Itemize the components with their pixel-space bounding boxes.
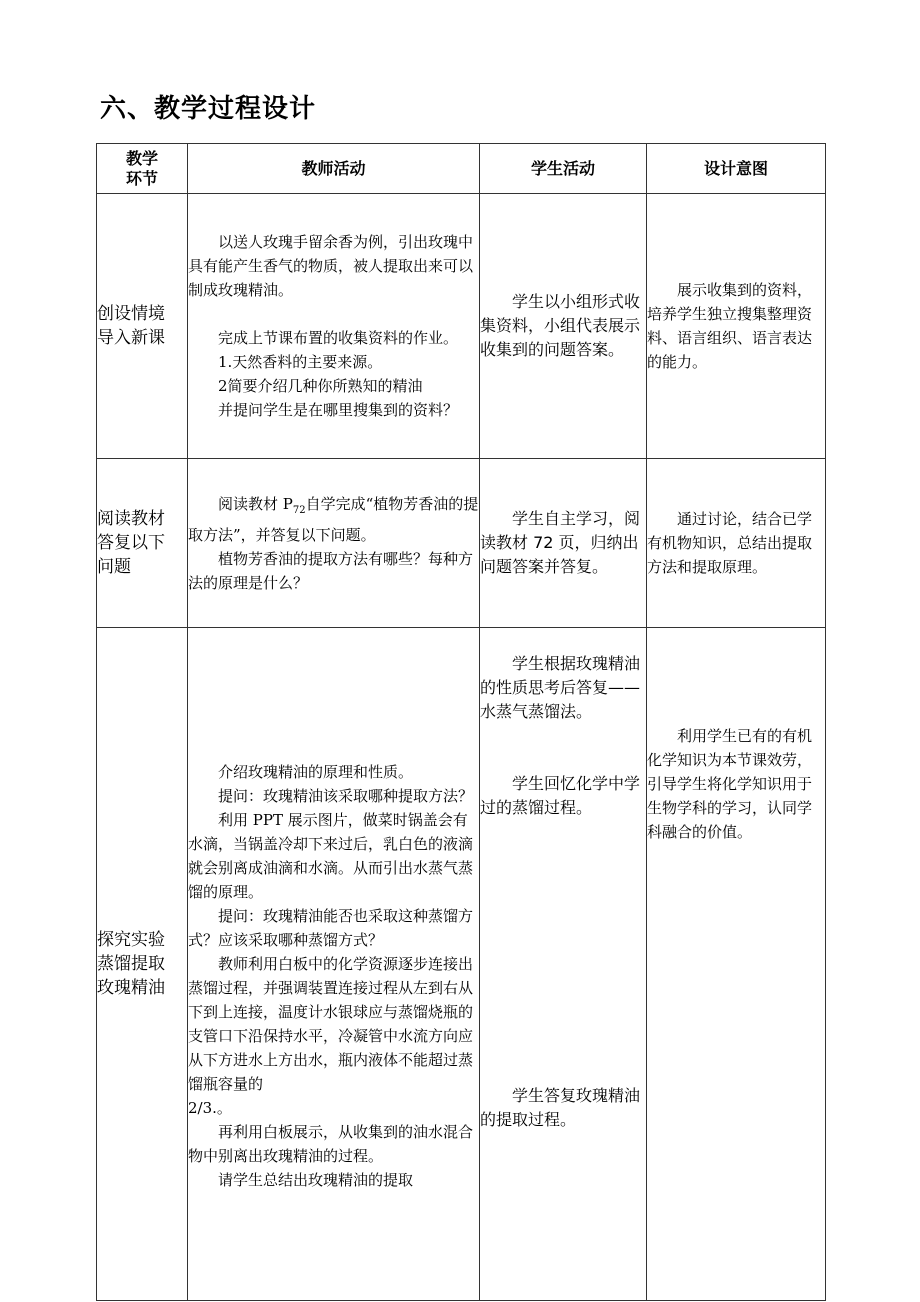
page-subscript: 72	[292, 504, 306, 516]
teacher-paragraph	[188, 492, 479, 547]
student-paragraph: 学生以小组形式收集资料，小组代表展示收集到的问题答案。	[480, 292, 641, 359]
teacher-paragraph: 教师利用白板中的化学资源逐步连接出蒸馏过程，并强调装置连接过程从左到右从下到上连接，温度计水银球应与蒸馏烧瓶的支管口下沿保持水平，冷凝管中水流方向应从下方进水上方出水，瓶内液体不能超过蒸馏瓶容量的	[188, 955, 474, 1093]
stage-line: 创设情境	[97, 304, 165, 324]
table-row	[97, 459, 826, 628]
header-stage-line2: 环节	[125, 168, 158, 188]
teacher-paragraph: 请学生总结出玫瑰精油的提取	[218, 1171, 414, 1189]
stage-line: 问题	[97, 557, 131, 577]
teacher-activity-cell	[188, 628, 480, 1301]
student-activity-cell	[480, 194, 647, 459]
stage-cell	[97, 459, 188, 628]
design-intent-cell	[647, 194, 826, 459]
teacher-paragraph: 2简要介绍几种你所熟知的精油	[218, 377, 423, 395]
teacher-text: 阅读教材 P	[218, 494, 293, 513]
teacher-paragraph: 2/3.。	[188, 1099, 232, 1117]
header-teacher: 教师活动	[188, 144, 480, 194]
header-student: 学生活动	[480, 144, 647, 194]
student-activity-cell	[480, 459, 647, 628]
student-paragraph: 学生答复玫瑰精油的提取过程。	[480, 1086, 641, 1129]
stage-line: 导入新课	[97, 328, 165, 348]
teacher-paragraph: 并提问学生是在哪里搜集到的资料？	[218, 401, 459, 419]
section-title: 六、教学过程设计	[100, 94, 317, 124]
stage-cell	[97, 628, 188, 1301]
teacher-paragraph: 完成上节课布置的收集资料的作业。	[218, 329, 459, 347]
teacher-activity-cell	[188, 459, 480, 628]
intent-paragraph: 通过讨论，结合已学有机物知识，总结出提取方法和提取原理。	[647, 510, 813, 576]
student-paragraph: 学生自主学习，阅读教材 72 页，归纳出问题答案并答复。	[480, 509, 641, 576]
teacher-paragraph: 1.天然香料的主要来源。	[218, 353, 383, 371]
stage-line: 阅读教材	[97, 509, 165, 529]
student-activity-cell	[480, 628, 647, 1301]
teacher-paragraph: 再利用白板展示，从收集到的油水混合物中别离出玫瑰精油的过程。	[188, 1123, 474, 1165]
intent-paragraph: 利用学生已有的有机化学知识为本节课效劳，引导学生将化学知识用于生物学科的学习，认同学科融合的价值。	[647, 727, 813, 841]
teacher-paragraph: 提问：玫瑰精油能否也采取这种蒸馏方式？应该采取哪种蒸馏方式？	[188, 907, 474, 949]
header-stage-line1: 教学	[125, 148, 158, 168]
table-row	[97, 194, 826, 459]
teacher-paragraph: 提问：玫瑰精油该采取哪种提取方法？	[218, 787, 474, 805]
teacher-paragraph: 利用 PPT 展示图片，做菜时锅盖会有水滴，当锅盖冷却下来过后，乳白色的液滴就会别离成油滴和水滴。从而引出水蒸气蒸馏的原理。	[188, 811, 474, 901]
stage-line: 玫瑰精油	[97, 978, 165, 998]
design-intent-cell	[647, 459, 826, 628]
stage-line: 探究实验	[97, 930, 165, 950]
teacher-text: 自学完成“植物芳香油的提取方法”，并答复以下问题。	[188, 494, 479, 544]
student-paragraph: 学生根据玫瑰精油的性质思考后答复——水蒸气蒸馏法。	[480, 654, 641, 721]
design-intent-cell	[647, 628, 826, 1301]
stage-line: 蒸馏提取	[97, 954, 165, 974]
intent-paragraph: 展示收集到的资料，培养学生独立搜集整理资料、语言组织、语言表达的能力。	[647, 281, 813, 371]
teaching-process-table	[96, 143, 826, 1301]
student-paragraph: 学生回忆化学中学过的蒸馏过程。	[480, 774, 641, 817]
teacher-activity-cell	[188, 194, 480, 459]
stage-line: 答复以下	[97, 533, 165, 553]
stage-cell	[97, 194, 188, 459]
teacher-paragraph: 以送人玫瑰手留余香为例，引出玫瑰中具有能产生香气的物质，被人提取出来可以制成玫瑰精油。	[188, 233, 474, 299]
table-header-row	[97, 144, 826, 194]
header-intent: 设计意图	[647, 144, 826, 194]
header-stage	[97, 144, 188, 194]
teacher-paragraph: 植物芳香油的提取方法有哪些？每种方法的原理是什么？	[188, 549, 474, 592]
table-row	[97, 628, 826, 1301]
teacher-paragraph: 介绍玫瑰精油的原理和性质。	[218, 763, 414, 781]
